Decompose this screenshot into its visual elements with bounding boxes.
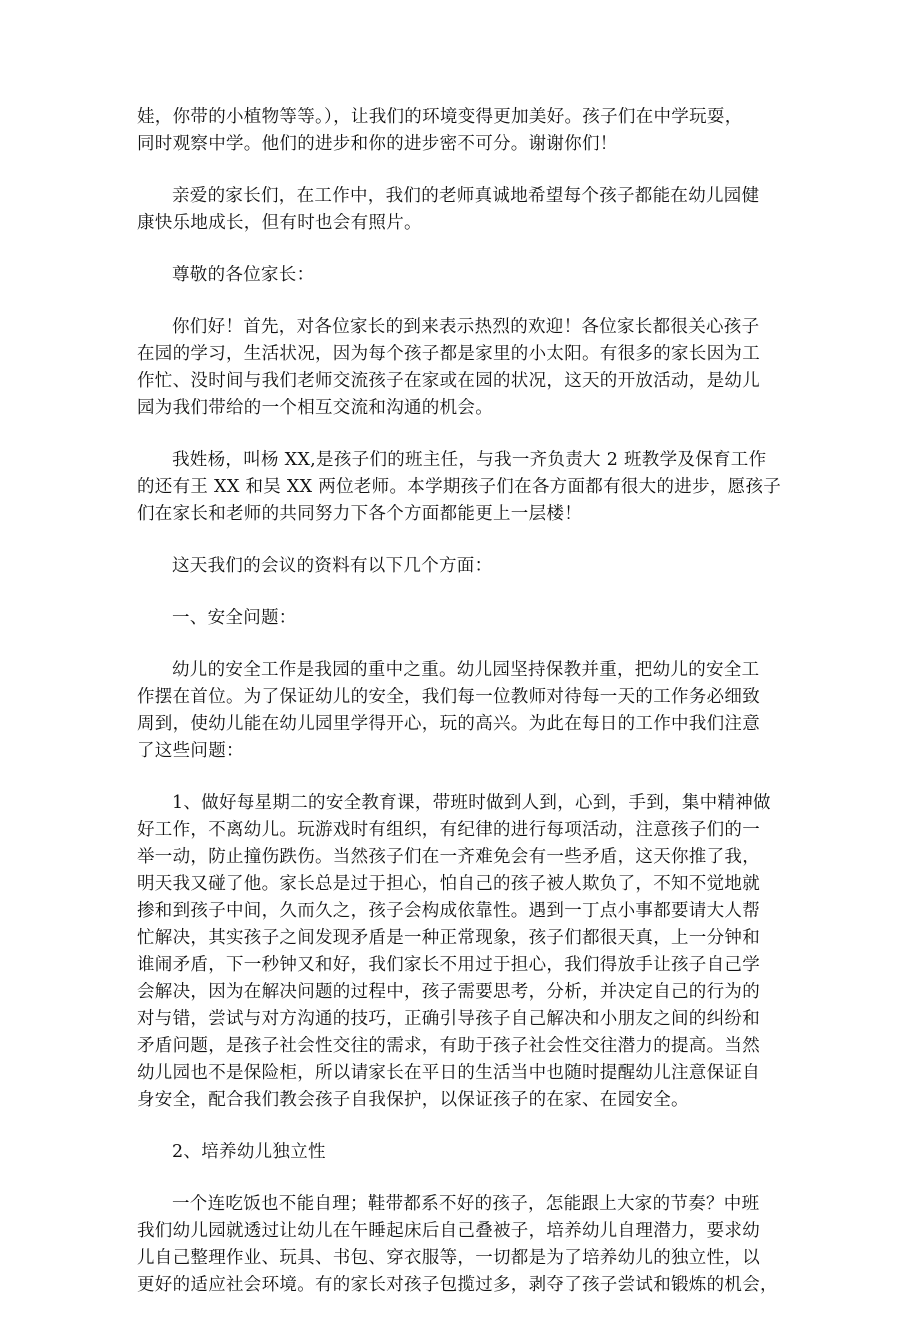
paragraph [137, 447, 809, 528]
paragraph [137, 790, 809, 1114]
paragraph-line: 周到，使幼儿能在幼儿园里学得开心，玩的高兴。为此在每日的工作中我们注意 [137, 714, 760, 734]
paragraph-line: 作忙、没时间与我们老师交流孩子在家或在园的状况，这天的开放活动，是幼儿 [137, 371, 760, 391]
paragraph-line: 谁闹矛盾，下一秒钟又和好，我们家长不用过于担心，我们得放手让孩子自己学 [137, 955, 760, 975]
paragraph-line: 幼儿园也不是保险柜，所以请家长在平日的生活当中也随时提醒幼儿注意保证自 [137, 1063, 760, 1083]
paragraph-line: 康快乐地成长，但有时也会有照片。 [137, 213, 422, 233]
paragraph-line: 这天我们的会议的资料有以下几个方面： [172, 556, 493, 576]
paragraph-line: 矛盾问题，是孩子社会性交往的需求，有助于孩子社会性交往潜力的提高。当然 [137, 1036, 760, 1056]
paragraph [137, 1139, 809, 1166]
paragraph-line: 幼儿的安全工作是我园的重中之重。幼儿园坚持保教并重，把幼儿的安全工 [172, 660, 760, 680]
paragraph [137, 657, 809, 765]
paragraph-line: 在园的学习，生活状况，因为每个孩子都是家里的小太阳。有很多的家长因为工 [137, 344, 760, 364]
paragraph-line: 2、培养幼儿独立性 [172, 1142, 326, 1162]
paragraph-line: 娃，你带的小植物等等。），让我们的环境变得更加美好。孩子们在中学玩耍， [137, 107, 743, 127]
paragraph [137, 183, 809, 237]
paragraph-line: 一个连吃饭也不能自理；鞋带都系不好的孩子，怎能跟上大家的节奏？中班 [172, 1194, 760, 1214]
paragraph-line: 亲爱的家长们，在工作中，我们的老师真诚地希望每个孩子都能在幼儿园健 [172, 186, 760, 206]
paragraph [137, 262, 809, 289]
paragraph-line: 1、做好每星期二的安全教育课，带班时做到人到，心到，手到，集中精神做 [172, 793, 771, 813]
paragraph-line: 了这些问题： [137, 741, 244, 761]
paragraph-line: 身安全，配合我们教会孩子自我保护，以保证孩子的在家、在园安全。 [137, 1090, 689, 1110]
paragraph-line: 更好的适应社会环境。有的家长对孩子包揽过多，剥夺了孩子尝试和锻炼的机会， [137, 1275, 778, 1295]
paragraph-line: 园为我们带给的一个相互交流和沟通的机会。 [137, 398, 493, 418]
paragraph-line: 同时观察中学。他们的进步和你的进步密不可分。谢谢你们！ [137, 134, 618, 154]
paragraph-line: 我们幼儿园就透过让幼儿在午睡起床后自己叠被子，培养幼儿自理潜力，要求幼 [137, 1221, 760, 1241]
paragraph-line: 你们好！首先，对各位家长的到来表示热烈的欢迎！各位家长都很关心孩子 [172, 317, 760, 337]
paragraph-line: 的还有王 XX 和吴 XX 两位老师。本学期孩子们在各方面都有很大的进步，愿孩子 [137, 477, 782, 497]
paragraph-line: 作摆在首位。为了保证幼儿的安全，我们每一位教师对待每一天的工作务必细致 [137, 687, 760, 707]
paragraph-line: 掺和到孩子中间，久而久之，孩子会构成依靠性。遇到一丁点小事都要请大人帮 [137, 901, 760, 921]
paragraph [137, 1191, 809, 1299]
paragraph-line: 举一动，防止撞伤跌伤。当然孩子们在一齐难免会有一些矛盾，这天你推了我， [137, 847, 760, 867]
paragraph-line: 我姓杨，叫杨 XX,是孩子们的班主任，与我一齐负责大 2 班教学及保育工作 [172, 450, 767, 470]
paragraph-line: 忙解决，其实孩子之间发现矛盾是一种正常现象，孩子们都很天真，上一分钟和 [137, 928, 760, 948]
paragraph-line: 尊敬的各位家长： [172, 265, 315, 285]
paragraph-line: 们在家长和老师的共同努力下各个方面都能更上一层楼！ [137, 504, 582, 524]
paragraph-line: 对与错，尝试与对方沟通的技巧，正确引导孩子自己解决和小朋友之间的纠纷和 [137, 1009, 760, 1029]
paragraph [137, 104, 809, 158]
document-body [137, 104, 809, 1324]
paragraph-line: 一、安全问题： [172, 608, 297, 628]
paragraph [137, 553, 809, 580]
paragraph-line: 好工作，不离幼儿。玩游戏时有组织，有纪律的进行每项活动，注意孩子们的一 [137, 820, 760, 840]
paragraph-line: 明天我又碰了他。家长总是过于担心，怕自己的孩子被人欺负了，不知不觉地就 [137, 874, 760, 894]
paragraph [137, 605, 809, 632]
paragraph [137, 314, 809, 422]
paragraph-line: 儿自己整理作业、玩具、书包、穿衣服等，一切都是为了培养幼儿的独立性，以 [137, 1248, 760, 1268]
paragraph-line: 会解决，因为在解决问题的过程中，孩子需要思考，分析，并决定自己的行为的 [137, 982, 760, 1002]
